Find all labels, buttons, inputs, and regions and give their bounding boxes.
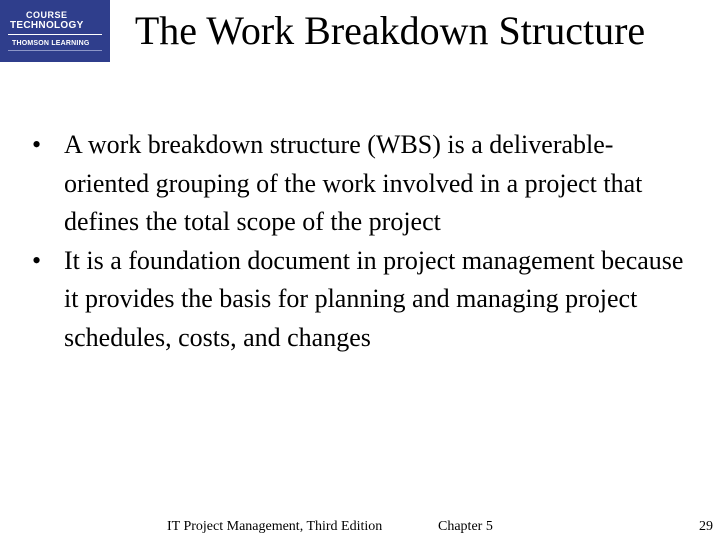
footer-chapter: Chapter 5 [438,519,493,534]
bullet-dot-icon: • [32,245,42,275]
course-technology-logo [0,0,110,62]
logo-line-thomson: THOMSON LEARNING [12,40,90,47]
slide-title: The Work Breakdown Structure [134,8,646,53]
page-number: 29 [699,519,713,534]
bullet-text: A work breakdown structure (WBS) is a deliverable-oriented grouping of the work involved in a project that defines the total scope of the project [64,130,643,236]
logo-divider [8,34,102,35]
bullet-text: It is a foundation document in project management because it provides the basis for planning and managing project schedules, costs, and changes [64,245,684,352]
bullet-list [28,126,688,357]
bullet-dot-icon: • [32,130,42,159]
footer-book-title: IT Project Management, Third Edition [167,519,383,534]
logo-divider-bottom [8,50,102,51]
bullet-item [28,242,688,358]
logo-line-course: COURSE [26,10,68,20]
bullet-item [28,126,688,242]
logo-line-technology: TECHNOLOGY [10,20,84,31]
